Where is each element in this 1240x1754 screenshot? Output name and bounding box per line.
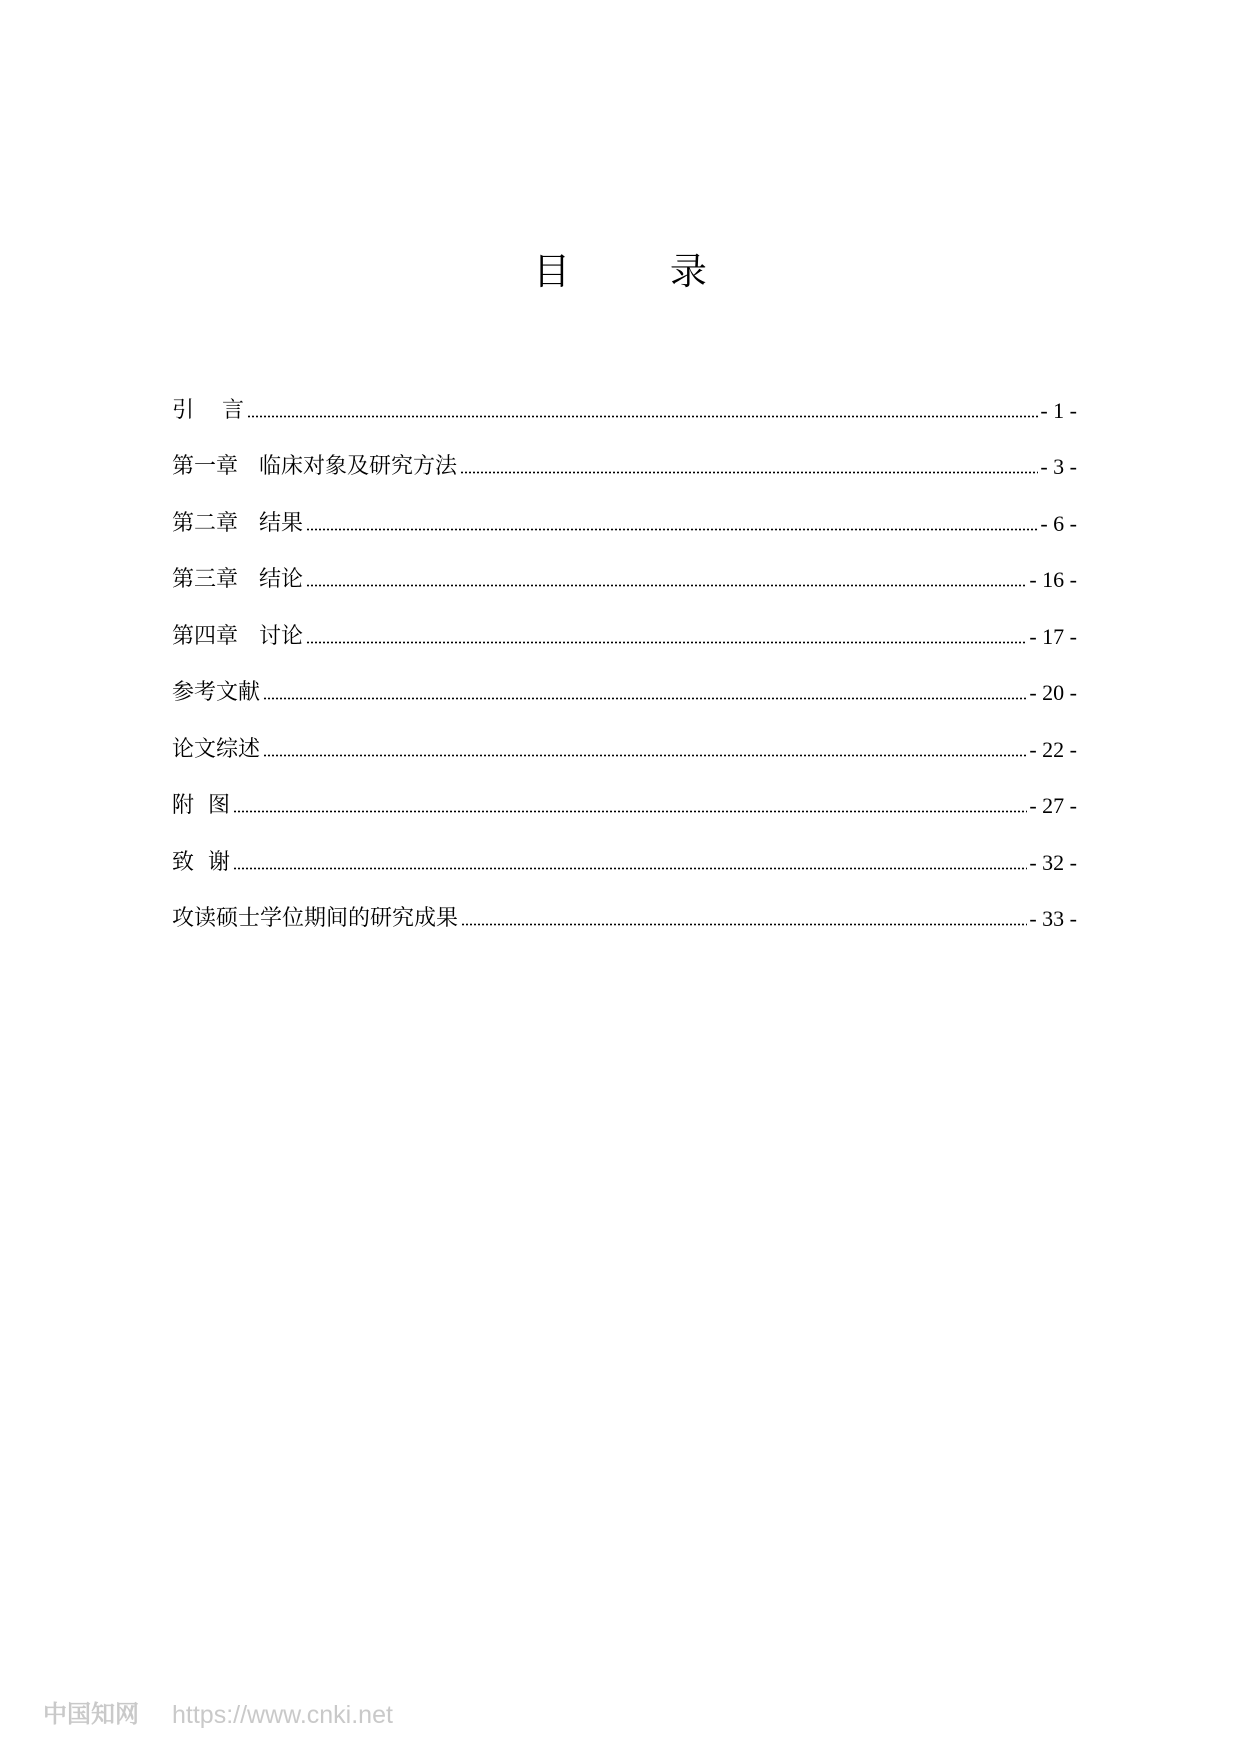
dot-leader xyxy=(233,810,1027,813)
toc-entry-page: - 20 - xyxy=(1029,680,1077,705)
toc-entry-label: 附 图 xyxy=(172,793,230,818)
toc-entry-page: - 32 - xyxy=(1029,849,1077,875)
toc-entry-page: - 1 - xyxy=(1040,397,1077,423)
toc-entry-label: 第四章 讨论 xyxy=(172,623,303,649)
toc-entry-label: 致 谢 xyxy=(172,849,230,875)
toc-entry-label: 引 言 xyxy=(172,397,244,423)
toc-entry[interactable] xyxy=(172,596,1077,653)
toc-entry-page: - 22 - xyxy=(1029,736,1077,762)
toc-entry[interactable] xyxy=(172,766,1077,823)
dot-leader xyxy=(247,415,1038,418)
toc-entry[interactable] xyxy=(172,483,1077,540)
toc-entry[interactable] xyxy=(172,540,1077,597)
toc-entry[interactable] xyxy=(172,427,1077,484)
toc-entry-label: 第一章 临床对象及研究方法 xyxy=(172,454,457,479)
toc-entry[interactable] xyxy=(172,709,1077,766)
toc-entry-page: - 33 - xyxy=(1029,906,1077,931)
dot-leader xyxy=(461,923,1027,926)
dot-leader xyxy=(233,867,1027,870)
cnki-watermark-logo: 中国知网 xyxy=(43,1700,139,1728)
toc-entry-page: - 17 - xyxy=(1029,623,1077,649)
toc-entry[interactable] xyxy=(172,653,1077,710)
toc-entry-label: 第二章 结果 xyxy=(172,510,303,536)
dot-leader xyxy=(306,584,1027,587)
toc-entry-page: - 16 - xyxy=(1029,567,1077,592)
cnki-watermark-url: https://www.cnki.net xyxy=(172,1701,393,1729)
dot-leader xyxy=(263,697,1027,700)
toc-entry-label: 参考文献 xyxy=(172,680,261,705)
toc-entry-label: 论文综述 xyxy=(172,736,261,762)
toc-entry-label: 攻读硕士学位期间的研究成果 xyxy=(172,906,459,931)
toc-entry-page: - 3 - xyxy=(1040,454,1077,479)
dot-leader xyxy=(306,641,1027,644)
toc-entry[interactable] xyxy=(172,879,1077,936)
toc-entry[interactable] xyxy=(172,370,1077,427)
dot-leader xyxy=(263,754,1027,757)
dot-leader xyxy=(306,528,1038,531)
toc-entry-page: - 6 - xyxy=(1040,510,1077,536)
toc-entry-page: - 27 - xyxy=(1029,793,1077,818)
page-title: 目 录 xyxy=(533,250,751,293)
toc-entry-label: 第三章 结论 xyxy=(172,567,303,592)
toc-entry[interactable] xyxy=(172,822,1077,879)
table-of-contents xyxy=(172,370,1077,935)
dot-leader xyxy=(460,471,1038,474)
